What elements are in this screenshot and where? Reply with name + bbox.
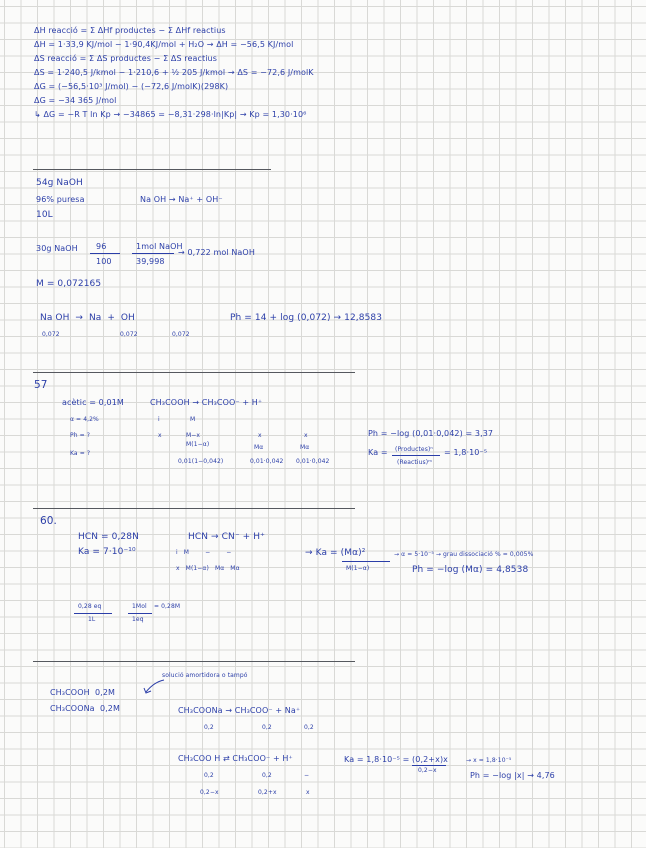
p57-row-i: i bbox=[158, 416, 160, 423]
fraction-bar bbox=[128, 613, 152, 614]
fraction-bar bbox=[412, 765, 446, 766]
buffer-c1b: 0,2 bbox=[262, 724, 272, 731]
section-divider bbox=[33, 169, 271, 170]
buffer-c2a: 0,2 bbox=[204, 772, 214, 779]
p57-ka-prefix: Ka = bbox=[368, 448, 388, 457]
buffer-note: solució amortidora o tampó bbox=[162, 672, 248, 679]
buffer-ka: Ka = 1,8·10⁻⁵ = (0,2+x)x bbox=[344, 755, 448, 764]
p57-col-ma2: Mα bbox=[300, 444, 310, 451]
p60-hcn: HCN = 0,28N bbox=[78, 532, 139, 542]
problem-57-number: 57 bbox=[34, 379, 48, 391]
buffer-c1c: 0,2 bbox=[304, 724, 314, 731]
p57-val-2: 0,01·0,042 bbox=[250, 458, 284, 465]
buffer-c1a: 0,2 bbox=[204, 724, 214, 731]
ds-calc-line: ΔS = 1·240,5 J/kmol − 1·210,6 + ½ 205 J/kmol → ΔS = −72,6 J/molK bbox=[34, 68, 314, 77]
naoh-equation: Na OH → Na + OH bbox=[40, 313, 135, 323]
buffer-c2b: 0,2 bbox=[262, 772, 272, 779]
naoh-frac1-num: 96 bbox=[96, 242, 107, 251]
section-divider bbox=[33, 372, 355, 373]
p60-ka-expression: → Ka = (Mα)² bbox=[305, 548, 366, 558]
p57-ka-question: Ka = ? bbox=[70, 450, 91, 457]
p60-frac2-num: 1Mol bbox=[132, 603, 147, 610]
naoh-frac1-den: 100 bbox=[96, 257, 112, 266]
naoh-ph: Ph = 14 + log (0,072) → 12,8583 bbox=[230, 313, 383, 323]
p60-frac-den: 1L bbox=[88, 616, 96, 623]
naoh-conc-b: 0,072 bbox=[120, 331, 138, 338]
dg-result-line: ΔG = −34 365 J/mol bbox=[34, 96, 117, 105]
p57-ph: Ph = −log (0,01·0,042) = 3,37 bbox=[368, 429, 494, 438]
dh-calc-line: ΔH = 1·33,9 KJ/mol − 1·90,4KJ/mol + H₂O → ΔH = −56,5 KJ/mol bbox=[34, 40, 294, 49]
p57-acetic: acètic = 0,01M bbox=[62, 398, 124, 407]
p57-col-m: M bbox=[190, 416, 196, 423]
curved-arrow-icon bbox=[142, 678, 166, 696]
naoh-frac2-den: 39,998 bbox=[136, 257, 165, 266]
naoh-dissociation: Na OH → Na⁺ + OH⁻ bbox=[140, 195, 223, 204]
p57-ka-denominator: (Reactius)ᵐ bbox=[397, 459, 433, 466]
p57-val-1: 0,01(1−0,042) bbox=[178, 458, 224, 465]
p57-ka-result: = 1,8·10⁻⁵ bbox=[444, 448, 488, 457]
buffer-c3a: 0,2−x bbox=[200, 789, 219, 796]
p57-col-ma1: Mα bbox=[254, 444, 264, 451]
buffer-c2c: − bbox=[304, 772, 310, 779]
fraction-bar bbox=[392, 455, 440, 456]
p60-frac-result: = 0,28M bbox=[154, 603, 181, 610]
buffer-salt: CH₃COONa 0,2M bbox=[50, 704, 120, 713]
naoh-volume: 10L bbox=[36, 210, 53, 220]
buffer-eq-1: CH₃COONa → CH₃COO⁻ + Na⁺ bbox=[178, 706, 301, 715]
p57-col-mx: M−x bbox=[186, 432, 201, 439]
naoh-calc-result: → 0,722 mol NaOH bbox=[178, 248, 255, 257]
p57-col-x1: x bbox=[258, 432, 262, 439]
fraction-bar bbox=[74, 613, 112, 614]
p60-row-x: x M(1−α) Mα Mα bbox=[176, 565, 240, 572]
buffer-ph: Ph = −log |x| → 4,76 bbox=[470, 771, 555, 780]
naoh-conc-a: 0,072 bbox=[42, 331, 60, 338]
buffer-x: → x = 1,8·10⁻⁵ bbox=[466, 757, 512, 764]
kp-calc-line: ↳ ΔG = −R T ln Kp → −34865 = −8,31·298·ln|Kp| → Kp = 1,30·10⁶ bbox=[34, 110, 307, 119]
buffer-eq-2: CH₃COO H ⇄ CH₃COO⁻ + H⁺ bbox=[178, 754, 293, 763]
buffer-acid: CH₃COOH 0,2M bbox=[50, 688, 116, 697]
dg-calc-line: ΔG = (−56,5·10³ J/mol) − (−72,6 J/molK)(298K) bbox=[34, 82, 229, 91]
naoh-purity: 96% puresa bbox=[36, 195, 85, 204]
p57-col-x2: x bbox=[304, 432, 308, 439]
p60-equation: HCN → CN⁻ + H⁺ bbox=[188, 532, 265, 542]
p57-row-x: x bbox=[158, 432, 162, 439]
p57-ph-question: Ph = ? bbox=[70, 432, 91, 439]
fraction-bar bbox=[132, 253, 174, 254]
p57-alpha: α = 4,2% bbox=[70, 416, 99, 423]
buffer-ka-denominator: 0,2−x bbox=[418, 767, 437, 774]
p60-ka: Ka = 7·10⁻¹⁰ bbox=[78, 547, 136, 557]
dh-reaction-line: ΔH reacció = Σ ΔHf productes − Σ ΔHf reactius bbox=[34, 26, 226, 35]
p60-frac-num: 0,28 eq bbox=[78, 603, 102, 610]
p57-ka-numerator: (Productes)ⁿ bbox=[395, 446, 433, 453]
naoh-mass: 54g NaOH bbox=[36, 178, 83, 188]
fraction-bar bbox=[90, 253, 120, 254]
p60-ka-denominator: M(1−α) bbox=[346, 565, 370, 572]
fraction-bar bbox=[342, 561, 390, 562]
section-divider bbox=[33, 508, 355, 509]
p57-col-m1a: M(1−α) bbox=[186, 441, 210, 448]
naoh-conc-c: 0,072 bbox=[172, 331, 190, 338]
naoh-calc-mass: 30g NaOH bbox=[36, 244, 78, 253]
p60-frac2-den: 1eq bbox=[132, 616, 144, 623]
problem-60-number: 60. bbox=[40, 515, 57, 527]
section-divider bbox=[33, 661, 355, 662]
p60-row-i: i M − − bbox=[176, 549, 232, 556]
naoh-frac2-num: 1mol NaOH bbox=[136, 242, 183, 251]
p57-equation: CH₃COOH → CH₃COO⁻ + H⁺ bbox=[150, 398, 263, 407]
p60-alpha: → α = 5·10⁻⁵ → grau dissociació % = 0,005% bbox=[394, 551, 534, 558]
p57-val-3: 0,01·0,042 bbox=[296, 458, 330, 465]
buffer-c3c: x bbox=[306, 789, 310, 796]
p60-ph: Ph = −log (Mα) = 4,8538 bbox=[412, 565, 529, 575]
naoh-molarity: M = 0,072165 bbox=[36, 279, 102, 289]
ds-reaction-line: ΔS reacció = Σ ΔS productes − Σ ΔS reactius bbox=[34, 54, 217, 63]
buffer-c3b: 0,2+x bbox=[258, 789, 277, 796]
